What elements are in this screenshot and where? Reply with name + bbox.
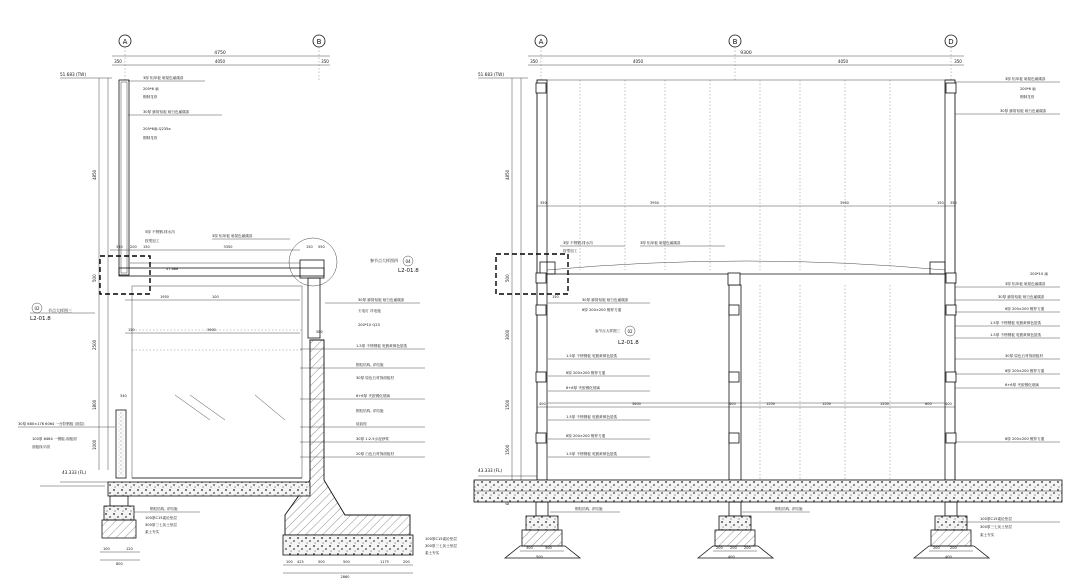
footing-b bbox=[715, 502, 755, 546]
svg-text:3厚 铝单板 暗屋色氟碳漆: 3厚 铝单板 暗屋色氟碳漆 bbox=[1005, 77, 1046, 81]
svg-text:钢制龙骨: 钢制龙骨 bbox=[143, 136, 158, 140]
svg-text:340: 340 bbox=[120, 394, 127, 398]
svg-text:3厚 铝单板 暗屋色氟碳漆: 3厚 铝单板 暗屋色氟碳漆 bbox=[640, 241, 681, 245]
svg-text:按型加工: 按型加工 bbox=[563, 249, 578, 253]
right-axis-b-bubble bbox=[729, 35, 741, 80]
svg-text:500: 500 bbox=[92, 274, 97, 282]
svg-text:200: 200 bbox=[950, 546, 957, 550]
svg-text:4850: 4850 bbox=[505, 169, 510, 180]
retaining-wall bbox=[285, 340, 410, 535]
node-ref-04 bbox=[370, 256, 419, 274]
svg-text:1.5厚 不锈钢板 电镀黄铜色氩弧: 1.5厚 不锈钢板 电镀黄铜色氩弧 bbox=[990, 321, 1042, 325]
svg-text:150: 150 bbox=[937, 201, 944, 205]
svg-text:400: 400 bbox=[945, 555, 952, 559]
svg-text:30厚 蜂窝铝板 暗白色氟碳漆: 30厚 蜂窝铝板 暗白色氟碳漆 bbox=[143, 110, 190, 114]
svg-text:350: 350 bbox=[540, 201, 547, 205]
svg-text:天电灯 详电施: 天电灯 详电施 bbox=[358, 309, 381, 313]
svg-text:3950: 3950 bbox=[650, 201, 659, 205]
svg-text:500: 500 bbox=[505, 274, 510, 282]
svg-text:3900: 3900 bbox=[207, 328, 216, 332]
svg-text:4050: 4050 bbox=[837, 59, 849, 64]
svg-text:1200: 1200 bbox=[766, 402, 775, 406]
svg-text:硅硅栓: 硅硅栓 bbox=[356, 422, 367, 426]
svg-text:30厚 1:2.5水泥砂浆: 30厚 1:2.5水泥砂浆 bbox=[356, 437, 389, 441]
svg-text:A: A bbox=[122, 38, 128, 46]
left-section bbox=[18, 35, 457, 579]
right-gutter bbox=[930, 262, 945, 274]
svg-text:200*6扁 Q235a: 200*6扁 Q235a bbox=[143, 127, 171, 131]
svg-text:1.5厚 不锈钢板 电镀黄铜色氩弧: 1.5厚 不锈钢板 电镀黄铜色氩弧 bbox=[566, 354, 618, 358]
svg-text:500: 500 bbox=[536, 555, 543, 559]
glass-panel bbox=[132, 286, 302, 478]
svg-text:1.5厚 不锈钢板 电镀黄铜色氩弧: 1.5厚 不锈钢板 电镀黄铜色氩弧 bbox=[990, 333, 1042, 337]
svg-text:150: 150 bbox=[128, 328, 135, 332]
svg-text:3厚 铝单板 暗屋色氟碳漆: 3厚 铝单板 暗屋色氟碳漆 bbox=[143, 76, 184, 80]
dim-overall: 4750 bbox=[214, 51, 226, 56]
svg-text:6厚 200×200 镀锌方通: 6厚 200×200 镀锌方通 bbox=[566, 371, 606, 375]
right-top-dimensions bbox=[528, 50, 964, 65]
svg-text:100厚C15素砼垫层: 100厚C15素砼垫层 bbox=[425, 537, 457, 541]
svg-text:A: A bbox=[538, 38, 544, 46]
svg-text:1950: 1950 bbox=[160, 295, 169, 299]
svg-text:200*6 扁: 200*6 扁 bbox=[143, 87, 159, 91]
right-callouts-right bbox=[955, 76, 1060, 442]
level-base-right: 43.333 (FL) bbox=[478, 468, 502, 473]
svg-text:5厚 不锈钢-排水沟: 5厚 不锈钢-排水沟 bbox=[145, 230, 175, 234]
ground-gravel-left bbox=[108, 482, 310, 496]
svg-text:钢柱结构, 详结施: 钢柱结构, 详结施 bbox=[775, 507, 803, 511]
svg-text:580: 580 bbox=[316, 330, 323, 334]
svg-text:300: 300 bbox=[545, 546, 552, 550]
svg-text:3350: 3350 bbox=[223, 245, 233, 249]
svg-text:30厚 蜂窝铝板 暗白色氟碳漆: 30厚 蜂窝铝板 暗白色氟碳漆 bbox=[998, 295, 1045, 299]
svg-text:6厚 200×200 镀锌方通: 6厚 200×200 镀锌方通 bbox=[582, 308, 622, 312]
svg-text:600: 600 bbox=[925, 402, 932, 406]
svg-text:1500: 1500 bbox=[505, 399, 510, 410]
svg-text:300: 300 bbox=[526, 546, 533, 550]
svg-text:6+6厚 夹胶钢化玻璃: 6+6厚 夹胶钢化玻璃 bbox=[1005, 383, 1039, 387]
svg-text:350: 350 bbox=[954, 59, 962, 64]
svg-text:150: 150 bbox=[306, 245, 313, 249]
left-axis-b-bubble bbox=[313, 35, 325, 80]
svg-text:200*10 扁: 200*10 扁 bbox=[1030, 272, 1048, 276]
svg-text:425: 425 bbox=[297, 560, 304, 564]
svg-text:30厚 蜂窝铝板 暗白色氟碳漆: 30厚 蜂窝铝板 暗白色氟碳漆 bbox=[1000, 109, 1047, 113]
svg-text:4050: 4050 bbox=[632, 59, 644, 64]
svg-text:300厚三七灰土垫层: 300厚三七灰土垫层 bbox=[980, 525, 1013, 529]
left-top-dimensions bbox=[112, 50, 330, 65]
right-mid-dims bbox=[537, 201, 957, 206]
svg-text:100: 100 bbox=[286, 560, 293, 564]
svg-text:B: B bbox=[732, 38, 738, 46]
svg-text:200*6 扁: 200*6 扁 bbox=[1020, 87, 1036, 91]
footing-a bbox=[522, 502, 562, 546]
svg-text:30厚 蜂窝铝板 暗白色氟碳漆: 30厚 蜂窝铝板 暗白色氟碳漆 bbox=[582, 298, 629, 302]
svg-text:350: 350 bbox=[116, 245, 123, 249]
svg-text:100厚C15素砼垫层: 100厚C15素砼垫层 bbox=[980, 517, 1012, 521]
svg-text:300厚三七灰土垫层: 300厚三七灰土垫层 bbox=[145, 523, 178, 527]
svg-text:100厚C15素砼垫层: 100厚C15素砼垫层 bbox=[145, 516, 177, 520]
svg-text:30厚 蜂窝铝板 暗白色氟碳漆: 30厚 蜂窝铝板 暗白色氟碳漆 bbox=[358, 298, 405, 302]
dim-top-1: 4050 bbox=[214, 59, 226, 64]
svg-text:400: 400 bbox=[728, 555, 735, 559]
right-axis-a-bubble bbox=[535, 35, 547, 80]
svg-text:面板抹平面: 面板抹平面 bbox=[32, 445, 50, 449]
svg-text:300厚三七灰土垫层: 300厚三七灰土垫层 bbox=[425, 544, 458, 548]
svg-text:1500: 1500 bbox=[505, 444, 510, 455]
svg-text:参节点大样图三: 参节点大样图三 bbox=[595, 329, 621, 333]
svg-text:6厚 200×200 镀锌方通: 6厚 200×200 镀锌方通 bbox=[566, 434, 606, 438]
svg-text:400: 400 bbox=[945, 402, 952, 406]
svg-text:3000: 3000 bbox=[505, 329, 510, 340]
svg-text:04: 04 bbox=[405, 259, 411, 264]
svg-text:350: 350 bbox=[950, 201, 957, 205]
svg-text:3600: 3600 bbox=[632, 402, 641, 406]
svg-text:6+6厚 夹胶钢化玻璃: 6+6厚 夹胶钢化玻璃 bbox=[566, 386, 600, 390]
svg-text:钢柱结构, 详结施: 钢柱结构, 详结施 bbox=[150, 507, 178, 511]
right-axis-d-bubble bbox=[945, 35, 957, 80]
svg-text:400: 400 bbox=[729, 402, 736, 406]
svg-text:B: B bbox=[316, 38, 322, 46]
svg-text:参节点大样图四: 参节点大样图四 bbox=[370, 258, 398, 263]
svg-text:1200: 1200 bbox=[880, 402, 889, 406]
svg-text:6厚 200×200 镀锌方通: 6厚 200×200 镀锌方通 bbox=[1005, 307, 1045, 311]
svg-text:200: 200 bbox=[730, 546, 737, 550]
svg-text:3厚 铝单板 暗屋色氟碳漆: 3厚 铝单板 暗屋色氟碳漆 bbox=[1005, 282, 1046, 286]
svg-text:200: 200 bbox=[130, 245, 137, 249]
dim-top-2: 350 bbox=[321, 59, 329, 64]
left-vertical-dimensions bbox=[92, 78, 108, 470]
drain-gutter bbox=[300, 260, 324, 278]
left-axis-a-bubble bbox=[119, 35, 131, 80]
svg-text:1.5厚 不锈钢板 电镀黄铜色氩弧: 1.5厚 不锈钢板 电镀黄铜色氩弧 bbox=[356, 344, 408, 348]
wall-footing-bedding bbox=[283, 535, 413, 555]
svg-text:节点大样图三: 节点大样图三 bbox=[48, 308, 72, 313]
level-base-left: 43.333 (FL) bbox=[62, 470, 86, 475]
svg-text:9300: 9300 bbox=[740, 51, 752, 56]
svg-text:30厚 原色石材饰面板材: 30厚 原色石材饰面板材 bbox=[1005, 354, 1044, 358]
svg-text:47.688: 47.688 bbox=[166, 267, 179, 271]
svg-text:3厚 不锈钢-排水沟: 3厚 不锈钢-排水沟 bbox=[563, 241, 593, 245]
svg-text:1.5厚 不锈钢板 电镀黄铜色氩弧: 1.5厚 不锈钢板 电镀黄铜色氩弧 bbox=[566, 415, 618, 419]
svg-text:钢柱结构, 详结施: 钢柱结构, 详结施 bbox=[575, 507, 603, 511]
right-vertical-dimensions bbox=[505, 78, 521, 505]
svg-text:6+6厚 夹胶钢化玻璃: 6+6厚 夹胶钢化玻璃 bbox=[356, 394, 390, 398]
svg-text:3950: 3950 bbox=[840, 201, 849, 205]
svg-text:4850: 4850 bbox=[92, 169, 97, 180]
footing-d bbox=[931, 502, 971, 546]
svg-text:400: 400 bbox=[539, 402, 546, 406]
svg-text:6厚 200×200 镀锌方通: 6厚 200×200 镀锌方通 bbox=[1005, 437, 1045, 441]
bench-footing bbox=[104, 506, 134, 520]
svg-text:800: 800 bbox=[116, 562, 123, 566]
svg-text:素土夯实: 素土夯实 bbox=[145, 530, 160, 534]
right-callouts-left bbox=[548, 240, 810, 512]
svg-text:200: 200 bbox=[744, 546, 751, 550]
svg-text:钢柱结构, 详结施: 钢柱结构, 详结施 bbox=[356, 409, 384, 413]
svg-text:100: 100 bbox=[212, 295, 219, 299]
svg-text:素土夯实: 素土夯实 bbox=[980, 533, 995, 537]
svg-text:20厚 白色石材饰面板材: 20厚 白色石材饰面板材 bbox=[356, 452, 395, 456]
level-top-left: 51.683 (TW) bbox=[60, 72, 86, 77]
svg-text:500: 500 bbox=[318, 560, 325, 564]
detail-circle-04 bbox=[289, 238, 337, 286]
svg-text:550: 550 bbox=[318, 245, 325, 249]
svg-text:500: 500 bbox=[343, 560, 350, 564]
svg-text:350: 350 bbox=[530, 59, 538, 64]
svg-text:200: 200 bbox=[403, 560, 410, 564]
svg-text:1200: 1200 bbox=[822, 402, 831, 406]
svg-text:30厚 原色石材饰面板材: 30厚 原色石材饰面板材 bbox=[356, 376, 395, 380]
svg-text:02: 02 bbox=[34, 306, 40, 311]
svg-text:150: 150 bbox=[143, 245, 150, 249]
svg-text:200: 200 bbox=[933, 546, 940, 550]
level-top-right: 51.683 (TW) bbox=[478, 72, 504, 77]
right-bottom-dims bbox=[520, 546, 973, 559]
node-ref-02-left bbox=[30, 303, 95, 322]
svg-text:120: 120 bbox=[126, 547, 133, 551]
svg-text:150: 150 bbox=[552, 295, 559, 299]
right-section bbox=[474, 35, 1062, 559]
svg-text:钢柱结构, 详结施: 钢柱结构, 详结施 bbox=[356, 363, 384, 367]
svg-text:钢制龙骨: 钢制龙骨 bbox=[1020, 95, 1035, 99]
svg-text:100厚 6464 一钢板-面板面: 100厚 6464 一钢板-面板面 bbox=[32, 437, 77, 441]
svg-text:1175: 1175 bbox=[380, 560, 389, 564]
right-footing-notes bbox=[958, 516, 1060, 537]
svg-text:02: 02 bbox=[627, 329, 633, 334]
svg-text:钢制龙骨: 钢制龙骨 bbox=[143, 95, 158, 99]
svg-text:1800: 1800 bbox=[92, 399, 97, 410]
svg-text:200*10 Q23: 200*10 Q23 bbox=[358, 323, 380, 327]
svg-text:2500: 2500 bbox=[92, 339, 97, 350]
svg-text:6厚 200×200 镀锌方通: 6厚 200×200 镀锌方通 bbox=[1005, 369, 1045, 373]
svg-text:按型加工: 按型加工 bbox=[145, 239, 160, 243]
svg-text:1.5厚 不锈钢板 电镀黄铜色氩弧: 1.5厚 不锈钢板 电镀黄铜色氩弧 bbox=[566, 452, 618, 456]
svg-text:2860: 2860 bbox=[340, 575, 350, 579]
svg-text:3厚 铝单板 暗屋色氟碳漆: 3厚 铝单板 暗屋色氟碳漆 bbox=[212, 234, 253, 238]
svg-text:D: D bbox=[948, 38, 954, 46]
svg-text:L2-01.8: L2-01.8 bbox=[618, 340, 639, 346]
svg-text:100: 100 bbox=[103, 547, 110, 551]
svg-text:L2-01.8: L2-01.8 bbox=[30, 316, 51, 322]
svg-text:L2-01.8: L2-01.8 bbox=[398, 268, 419, 274]
dim-top-0: 350 bbox=[114, 59, 122, 64]
svg-text:1000: 1000 bbox=[92, 439, 97, 450]
svg-text:素土夯实: 素土夯实 bbox=[425, 551, 440, 555]
left-callouts bbox=[128, 75, 425, 457]
svg-text:30厚 680×176 6064 一台阶钢板 (面层): 30厚 680×176 6064 一台阶钢板 (面层) bbox=[18, 422, 85, 426]
svg-text:200: 200 bbox=[716, 546, 723, 550]
right-column bbox=[308, 278, 320, 338]
